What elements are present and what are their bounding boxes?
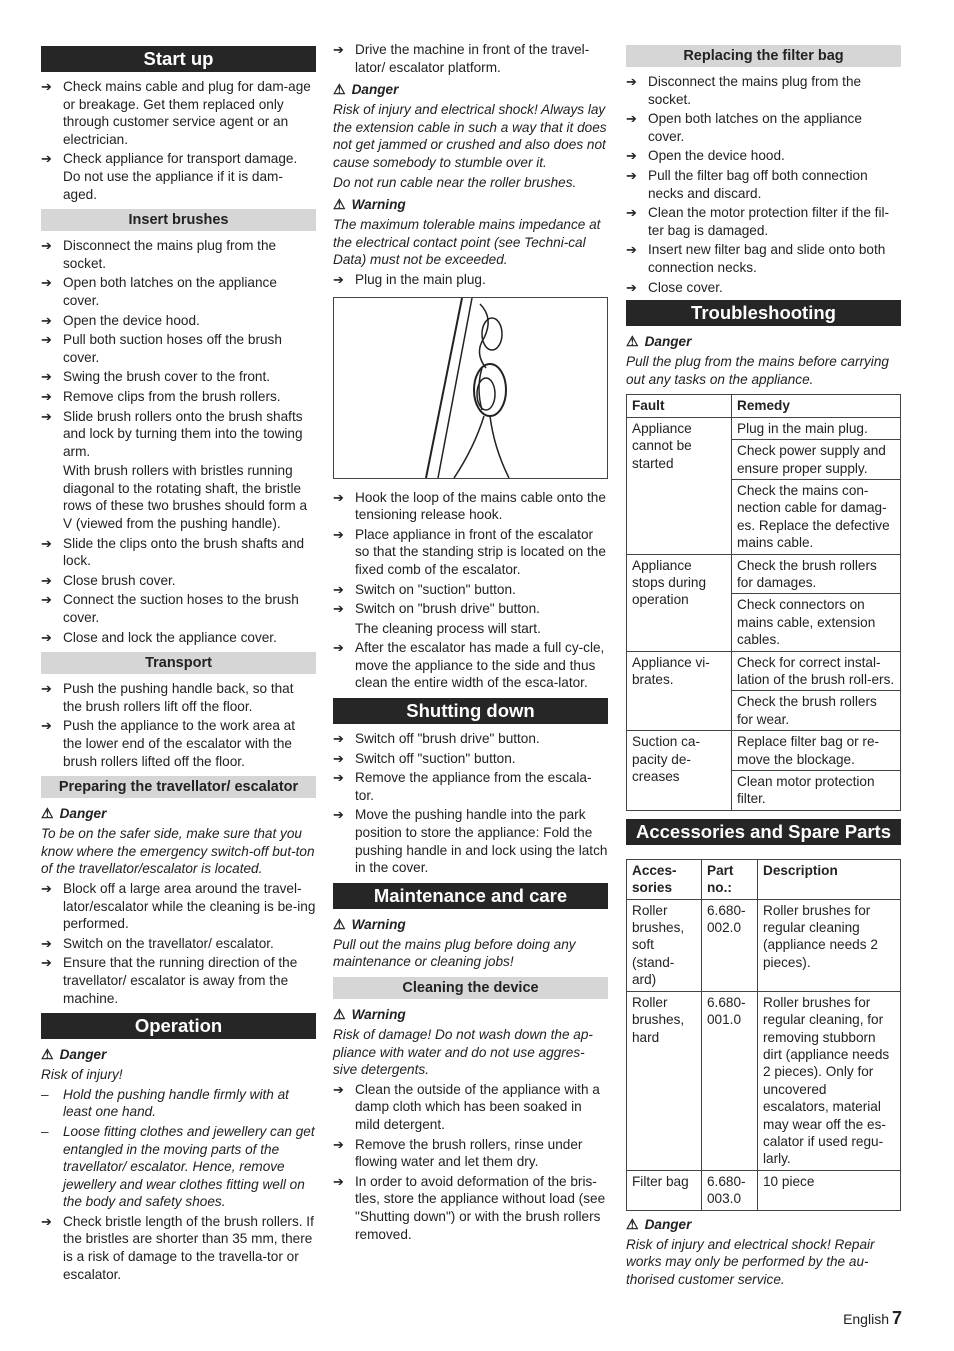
table-cell: 6.680-002.0 — [702, 899, 758, 991]
arrow-bullet-icon: ➔ — [41, 1213, 52, 1229]
arrow-bullet-icon: ➔ — [333, 640, 344, 656]
arrow-bullet-icon: ➔ — [333, 1136, 344, 1152]
arrow-bullet-icon: ➔ — [333, 601, 344, 617]
arrow-bullet-icon: ➔ — [41, 880, 52, 896]
troubleshooting-table — [626, 394, 901, 811]
list-item-text: Swing the brush cover to the front. — [63, 369, 271, 385]
table-row — [627, 731, 901, 771]
list-item-text: Plug in the main plug. — [355, 271, 486, 287]
danger-text: Do not run cable near the roller brushes. — [333, 174, 577, 190]
list-item — [333, 750, 608, 768]
fault-cell: Appliance stops during operation — [627, 554, 732, 651]
table-header: Fault — [627, 395, 732, 417]
list-item-text: Connect the suction hoses to the brush cover. — [63, 592, 299, 626]
list-item — [41, 331, 316, 366]
warning-triangle-icon: ⚠ — [333, 915, 346, 932]
list-item-text: Drive the machine in front of the travel-lator/ escalator platform. — [355, 42, 590, 75]
list-item-text: Insert new filter bag and slide onto both connection necks. — [648, 242, 886, 275]
list-item — [41, 535, 316, 570]
arrow-bullet-icon: ➔ — [626, 148, 637, 164]
list-item-text: Switch on the travellator/ escalator. — [63, 935, 274, 951]
list-item — [626, 241, 901, 276]
remedy-cell: Clean motor protection filter. — [732, 771, 901, 811]
list-item — [626, 204, 901, 239]
remedy-cell: Check the brush rollers for wear. — [732, 691, 901, 731]
list-item — [41, 954, 316, 1007]
table-header: Acces-sories — [627, 859, 702, 899]
table-row — [627, 899, 901, 991]
warning-text: Risk of damage! Do not wash down the ap-pliance with water and do not use aggres-sive detergents. — [333, 1027, 593, 1078]
table-cell: Roller brushes, hard — [627, 991, 702, 1170]
arrow-bullet-icon: ➔ — [333, 1081, 344, 1097]
list-item-text: Close brush cover. — [63, 572, 176, 588]
warning-triangle-icon: ⚠ — [333, 1006, 346, 1022]
arrow-bullet-icon: ➔ — [41, 718, 52, 734]
subheading-cleaning: Cleaning the device — [333, 977, 608, 999]
list-item — [41, 312, 316, 330]
list-item-text: Disconnect the mains plug from the socket. — [648, 74, 862, 107]
list-item-text: Open both latches on the appliance cover. — [63, 275, 277, 308]
arrow-bullet-icon: ➔ — [41, 408, 52, 424]
list-item — [41, 388, 316, 406]
list-item — [41, 591, 316, 626]
list-item — [333, 730, 608, 748]
arrow-bullet-icon: ➔ — [626, 279, 637, 295]
heading-maintenance: Maintenance and care — [333, 883, 608, 909]
list-item-text: Check mains cable and plug for dam-age or breakage. Get them replaced only through customer service agent or an electrician. — [63, 79, 311, 147]
list-item-text: Hook the loop of the mains cable onto the tensioning release hook. — [355, 489, 606, 523]
list-item-text: Clean the outside of the appliance with a damp cloth which has been soaked in mild detergent. — [355, 1081, 600, 1132]
list-item — [333, 1081, 608, 1134]
danger-heading: ⚠ Danger — [626, 333, 692, 350]
remedy-cell: Check the brush rollers for damages. — [732, 554, 901, 594]
column-left — [41, 44, 316, 1285]
arrow-bullet-icon: ➔ — [333, 807, 344, 823]
list-item — [333, 581, 608, 599]
heading-shutting-down: Shutting down — [333, 698, 608, 724]
remedy-cell: Check power supply and ensure proper supply. — [732, 440, 901, 480]
arrow-bullet-icon: ➔ — [626, 205, 637, 221]
arrow-bullet-icon: ➔ — [41, 388, 52, 404]
arrow-bullet-icon: ➔ — [333, 42, 344, 57]
arrow-bullet-icon: ➔ — [333, 1173, 344, 1189]
table-row — [627, 417, 901, 439]
list-item-text: Block off a large area around the travel-lator/escalator while the cleaning is be-ing performed. — [63, 880, 316, 932]
fault-cell: Appliance vi-brates. — [627, 651, 732, 731]
danger-heading: ⚠ Danger — [333, 81, 399, 98]
list-item-text: Pull the filter bag off both connection necks and discard. — [648, 167, 868, 201]
list-item — [41, 274, 316, 309]
arrow-bullet-icon: ➔ — [41, 681, 52, 697]
arrow-bullet-icon: ➔ — [41, 955, 52, 971]
list-item-text: Check appliance for transport damage. Do not use the appliance if it is dam-aged. — [63, 151, 298, 202]
insert-note: With brush rollers with bristles running diagonal to the rotating shaft, the bristle rows of these two brushes should form a V (viewed from the pushing handle). — [63, 463, 308, 532]
list-item — [41, 1213, 316, 1283]
list-item — [41, 935, 316, 953]
list-item-text: Remove the brush rollers, rinse under flowing water and let them dry. — [355, 1136, 583, 1170]
list-item-text: Slide brush rollers onto the brush shafts and lock by turning them into the towing arm. — [63, 408, 303, 459]
list-item — [41, 717, 316, 770]
list-item — [41, 150, 316, 203]
arrow-bullet-icon: ➔ — [333, 581, 344, 597]
arrow-bullet-icon: ➔ — [41, 535, 52, 551]
warning-triangle-icon: ⚠ — [41, 805, 54, 822]
danger-heading: ⚠ Danger — [41, 805, 107, 822]
table-row — [627, 1170, 901, 1210]
arrow-bullet-icon: ➔ — [41, 369, 52, 385]
table-row — [627, 991, 901, 1170]
accessories-table — [626, 859, 901, 1211]
list-item-text: Pull both suction hoses off the brush cover. — [63, 332, 282, 365]
danger-text: Risk of injury and electrical shock! Always lay the extension cable in such a way that it does not get jammed or crushed and also does not cause somebody to stumble over it. — [333, 102, 607, 170]
list-item-text: Open the device hood. — [648, 148, 785, 164]
list-item — [41, 78, 316, 148]
list-item — [626, 147, 901, 165]
list-item-text: Close cover. — [648, 279, 723, 295]
table-header: Description — [758, 859, 901, 899]
list-item — [41, 1123, 316, 1211]
arrow-bullet-icon: ➔ — [41, 572, 52, 588]
cable-hook-illustration — [333, 297, 608, 479]
arrow-bullet-icon: ➔ — [41, 79, 52, 94]
danger-heading: ⚠ Danger — [626, 1215, 692, 1232]
list-item — [41, 237, 316, 272]
list-item — [41, 680, 316, 715]
remedy-cell: Check the mains con-nection cable for damag-es. Replace the defective mains cable. — [732, 479, 901, 554]
list-item-text: Open the device hood. — [63, 312, 200, 328]
fault-cell: Appliance cannot be started — [627, 417, 732, 554]
list-item — [41, 368, 316, 386]
list-item — [626, 279, 901, 297]
list-item-text: Remove the appliance from the escala-tor. — [355, 770, 592, 803]
arrow-bullet-icon: ➔ — [333, 750, 344, 766]
list-item — [333, 271, 608, 289]
list-item-text: Loose fitting clothes and jewellery can get entangled in the moving parts of the travellator/ escalator. Hence, remove jewellery and wear clothes fitting well on the body and safety shoes. — [63, 1123, 315, 1210]
list-item-text: In order to avoid deformation of the bris-tles, store the appliance without load (see "Shutting down") or with the brush rollers removed. — [355, 1173, 606, 1242]
table-cell: Filter bag — [627, 1170, 702, 1210]
arrow-bullet-icon: ➔ — [41, 935, 52, 951]
arrow-bullet-icon: ➔ — [333, 731, 344, 747]
subheading-preparing: Preparing the travellator/ escalator — [41, 776, 316, 798]
warning-triangle-icon: ⚠ — [333, 81, 346, 98]
arrow-bullet-icon: ➔ — [626, 242, 637, 258]
arrow-bullet-icon: ➔ — [41, 629, 52, 645]
arrow-bullet-icon: ➔ — [41, 332, 52, 348]
process-note: The cleaning process will start. — [355, 620, 541, 636]
warning-heading: ⚠ Warning — [333, 196, 406, 213]
list-item-text: Disconnect the mains plug from the socket. — [63, 238, 277, 271]
list-item — [333, 769, 608, 804]
arrow-bullet-icon: ➔ — [41, 275, 52, 291]
list-item — [333, 1173, 608, 1243]
subheading-transport: Transport — [41, 652, 316, 674]
arrow-bullet-icon: ➔ — [626, 111, 637, 127]
list-item-text: Place appliance in front of the escalator so that the standing strip is located on the fixed comb of the escalator. — [355, 526, 606, 577]
list-item-text: Switch off "suction" button. — [355, 750, 516, 766]
list-item-text: Hold the pushing handle firmly with at least one hand. — [63, 1086, 289, 1120]
arrow-bullet-icon: ➔ — [41, 312, 52, 328]
list-item — [333, 600, 608, 618]
list-item — [41, 629, 316, 647]
subheading-filter-bag: Replacing the filter bag — [626, 45, 901, 67]
table-cell: Roller brushes, soft (stand-ard) — [627, 899, 702, 991]
danger-text: Risk of injury! — [41, 1067, 123, 1083]
table-row — [627, 651, 901, 691]
table-cell: 10 piece — [758, 1170, 901, 1210]
table-cell: 6.680-001.0 — [702, 991, 758, 1170]
fault-cell: Suction ca-pacity de-creases — [627, 731, 732, 811]
list-item — [626, 110, 901, 145]
remedy-cell: Check connectors on mains cable, extension cables. — [732, 594, 901, 651]
heading-start-up: Start up — [41, 46, 316, 72]
warning-text: Pull out the mains plug before doing any maintenance or cleaning jobs! — [333, 936, 576, 970]
column-middle — [333, 41, 608, 1245]
list-item — [41, 572, 316, 590]
list-item-text: Close and lock the appliance cover. — [63, 629, 277, 645]
remedy-cell: Replace filter bag or re-move the blockage. — [732, 731, 901, 771]
table-cell: 6.680-003.0 — [702, 1170, 758, 1210]
heading-troubleshooting: Troubleshooting — [626, 300, 901, 326]
list-item-text: Move the pushing handle into the park position to store the appliance: Fold the pushing handle in and lock using the latch in the cover. — [355, 807, 608, 876]
danger-heading: ⚠ Danger — [41, 1046, 107, 1063]
list-item — [41, 408, 316, 461]
warning-heading: ⚠ Warning — [333, 915, 406, 932]
list-item — [333, 526, 608, 579]
remedy-cell: Plug in the main plug. — [732, 417, 901, 439]
danger-text: To be on the safer side, make sure that you know where the emergency switch-off but-ton of the travellator/escalator is located. — [41, 826, 315, 877]
list-item — [41, 1086, 316, 1121]
arrow-bullet-icon: ➔ — [333, 271, 344, 287]
list-item-text: Push the appliance to the work area at the lower end of the escalator with the brush rollers lifted off the floor. — [63, 718, 295, 769]
subheading-insert-brushes: Insert brushes — [41, 209, 316, 231]
dash-bullet-icon: – — [41, 1086, 49, 1102]
column-right — [626, 41, 901, 1290]
danger-text: Pull the plug from the mains before carrying out any tasks on the appliance. — [626, 354, 889, 387]
arrow-bullet-icon: ➔ — [333, 770, 344, 786]
arrow-bullet-icon: ➔ — [41, 238, 52, 254]
list-item-text: Push the pushing handle back, so that the brush rollers lift off the floor. — [63, 681, 294, 714]
list-item — [626, 73, 901, 108]
page-footer — [843, 1308, 902, 1329]
warning-text: The maximum tolerable mains impedance at the electrical contact point (see Techni-cal Data) must not be exceeded. — [333, 217, 601, 268]
warning-triangle-icon: ⚠ — [626, 333, 639, 350]
list-item-text: Switch on "brush drive" button. — [355, 601, 540, 617]
list-item-text: Switch on "suction" button. — [355, 581, 516, 597]
warning-triangle-icon: ⚠ — [626, 1215, 639, 1232]
list-item — [41, 880, 316, 933]
list-item-text: Ensure that the running direction of the travellator/ escalator is away from the machine. — [63, 955, 298, 1006]
list-item-text: Open both latches on the appliance cover. — [648, 111, 862, 144]
table-cell: Roller brushes for regular cleaning, for removing stubborn dirt (appliance needs 2 pieces). Only for uncovered escalators, material may wear off the es-calator if used regu-larly. — [758, 991, 901, 1170]
table-row — [627, 554, 901, 594]
warning-triangle-icon: ⚠ — [333, 196, 346, 213]
table-header: Part no.: — [702, 859, 758, 899]
list-item-text: Clean the motor protection filter if the fil-ter bag is damaged. — [648, 205, 890, 238]
danger-text: Risk of injury and electrical shock! Repair works may only be performed by the au-thorised customer service. — [626, 1236, 875, 1287]
list-item-text: After the escalator has made a full cy-cle, move the appliance to the side and thus clean the entire width of the esca-lator. — [355, 640, 605, 691]
list-item — [333, 639, 608, 692]
list-item — [626, 167, 901, 202]
arrow-bullet-icon: ➔ — [626, 74, 637, 89]
list-item — [333, 1136, 608, 1171]
list-item — [333, 489, 608, 524]
arrow-bullet-icon: ➔ — [333, 526, 344, 542]
arrow-bullet-icon: ➔ — [333, 489, 344, 505]
heading-accessories: Accessories and Spare Parts — [626, 819, 901, 845]
remedy-cell: Check for correct instal-lation of the brush roll-ers. — [732, 651, 901, 691]
list-item-text: Switch off "brush drive" button. — [355, 731, 540, 747]
list-item-text: Remove clips from the brush rollers. — [63, 388, 281, 404]
arrow-bullet-icon: ➔ — [41, 151, 52, 167]
cable-hook-drawing — [334, 298, 607, 478]
arrow-bullet-icon: ➔ — [41, 592, 52, 608]
footer-language: English — [843, 1311, 889, 1327]
warning-heading: ⚠ Warning — [333, 1006, 406, 1022]
table-header: Remedy — [732, 395, 901, 417]
list-item — [333, 806, 608, 876]
dash-bullet-icon: – — [41, 1123, 49, 1139]
list-item — [333, 41, 608, 76]
arrow-bullet-icon: ➔ — [626, 167, 637, 183]
heading-operation: Operation — [41, 1013, 316, 1039]
warning-triangle-icon: ⚠ — [41, 1046, 54, 1063]
list-item-text: Check bristle length of the brush rollers. If the bristles are shorter than 35 mm, there is a risk of damage to the travella-tor or escalator. — [63, 1213, 314, 1282]
list-item-text: Slide the clips onto the brush shafts and lock. — [63, 535, 305, 569]
table-cell: Roller brushes for regular cleaning (appliance needs 2 pieces). — [758, 899, 901, 991]
page-number: 7 — [891, 1308, 902, 1328]
